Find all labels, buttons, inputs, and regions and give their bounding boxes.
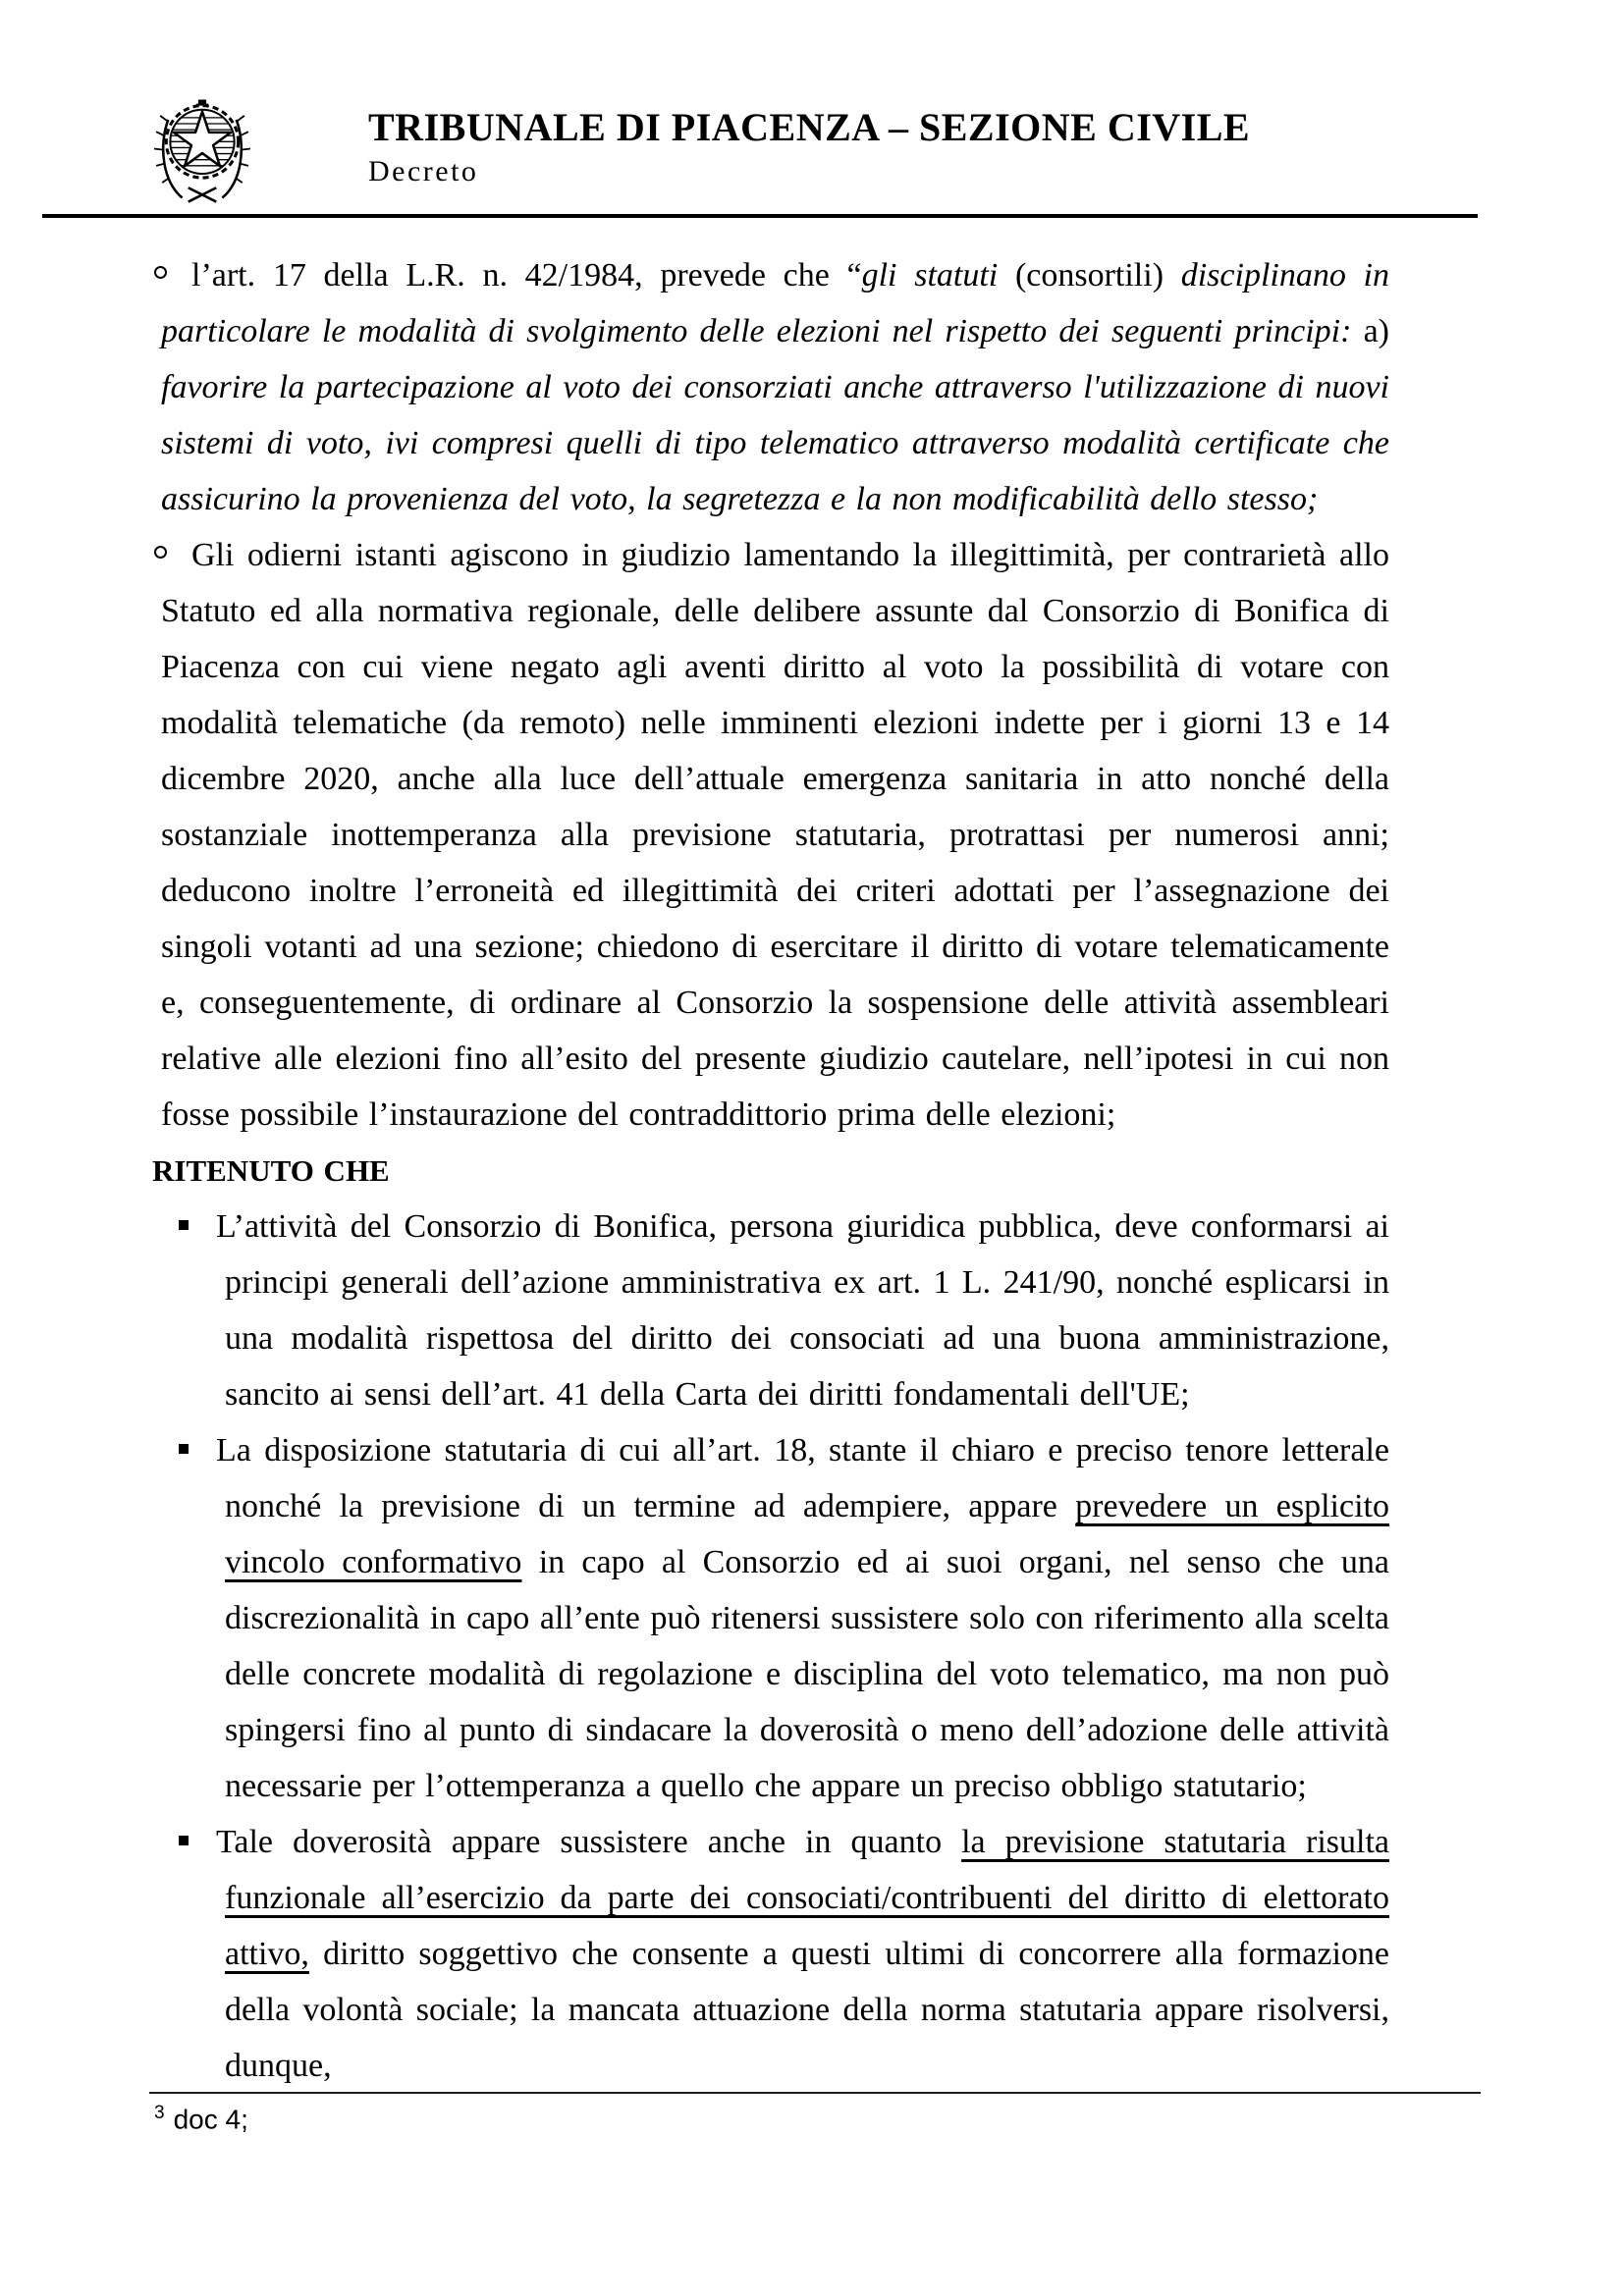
footnote-separator <box>149 2092 1481 2094</box>
footnote-text: doc 4; <box>173 2104 248 2135</box>
section-heading-ritenuto: RITENUTO CHE <box>152 1153 390 1188</box>
paragraph-text: La disposizione statutaria di cui all’art. 18, stante il chiaro e preciso tenore letterale nonché la previsione di un termine ad adempiere, appare prevedere un esplicito vincolo conformativo in capo al Consorzio ed ai suoi organi, nel senso che una discrezionalità in capo all’ente può ritenersi sussistere solo con riferimento alla scelta delle concrete modalità di regolazione e disciplina del voto telematico, ma non può spingersi fino al punto di sindacare la doverosità o meno dell’adozione delle attività necessarie per l’ottemperanza a quello che appare un preciso obbligo statutario; <box>216 1432 1389 1804</box>
list-item-claims <box>161 527 1389 1143</box>
header-rule <box>42 214 1478 218</box>
footnote-number: 3 <box>154 2103 165 2123</box>
page-title: TRIBUNALE DI PIACENZA – SEZIONE CIVILE <box>368 105 1251 149</box>
circle-bullet-icon <box>154 546 167 559</box>
italian-republic-emblem-icon <box>152 91 252 207</box>
square-bullet-icon <box>179 1220 189 1230</box>
footnote <box>154 2103 248 2135</box>
list-item-statute <box>161 247 1389 527</box>
paragraph-text: Gli odierni istanti agiscono in giudizio lamentando la illegittimità, per contrarietà allo Statuto ed alla normativa regionale, delle delibere assunte dal Consorzio di Bonifica di Piacenza con cui viene negato agli aventi diritto al voto la possibilità di votare con modalità telematiche (da remoto) nelle imminenti elezioni indette per i giorni 13 e 14 dicembre 2020, anche alla luce dell’attuale emergenza sanitaria in atto nonché della sostanziale inottemperanza alla previsione statutaria, protrattasi per numerosi anni; deducono inoltre l’erroneità ed illegittimità dei criteri adottati per l’assegnazione dei singoli votanti ad una sezione; chiedono di esercitare il diritto di votare telematicamente e, conseguentemente, di ordinare al Consorzio la sospensione delle attività assembleari relative alle elezioni fino all’esito del presente giudizio cautelare, nell’ipotesi in cui non fosse possibile l’instaurazione del contraddittorio prima delle elezioni; <box>161 537 1389 1133</box>
list-item-doverosita <box>216 1814 1389 2094</box>
paragraph-text: l’art. 17 della L.R. n. 42/1984, prevede che “gli statuti (consortili) disciplinano in particolare le modalità di svolgimento delle elezioni nel rispetto dei seguenti principi: a) favorire la partecipazione al voto dei consorziati anche attraverso l'utilizzazione di nuovi sistemi di voto, ivi compresi quelli di tipo telematico attraverso modalità certificate che assicurino la provenienza del voto, la segretezza e la non modificabilità dello stesso; <box>161 257 1389 517</box>
paragraph-text: L’attività del Consorzio di Bonifica, persona giuridica pubblica, deve conformarsi ai principi generali dell’azione amministrativa ex art. 1 L. 241/90, nonché esplicarsi in una modalità rispettosa del diritto dei consociati ad una buona amministrazione, sancito ai sensi dell’art. 41 della Carta dei diritti fondamentali dell'UE; <box>216 1208 1389 1413</box>
circle-bullet-icon <box>154 266 167 279</box>
paragraph-text: Tale doverosità appare sussistere anche in quanto la previsione statutaria risulta funzionale all’esercizio da parte dei consociati/contribuenti del diritto di elettorato attivo, diritto soggettivo che consente a questi ultimi di concorrere alla formazione della volontà sociale; la mancata attuazione della norma statutaria appare risolversi, dunque, <box>216 1824 1389 2084</box>
doc-type-label: Decreto <box>368 155 479 187</box>
square-bullet-icon <box>179 1836 189 1845</box>
list-item-consorzio-activity <box>216 1199 1389 1422</box>
document-body <box>152 247 1389 2094</box>
document-header <box>368 104 1250 188</box>
list-item-statutory-provision <box>216 1422 1389 1814</box>
square-bullet-icon <box>179 1444 189 1454</box>
